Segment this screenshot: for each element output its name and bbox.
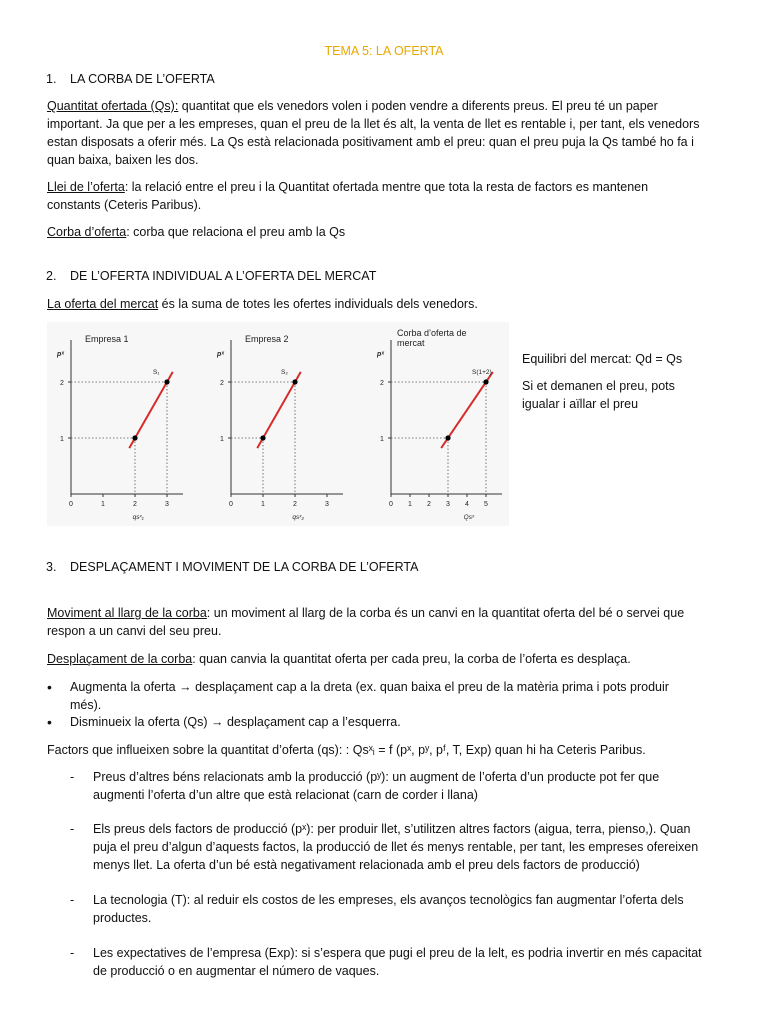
section-heading-2 (46, 269, 377, 283)
paragraph-llei-oferta (47, 178, 727, 214)
chart-title: mercat (397, 338, 425, 348)
x-tick-label: 0 (389, 501, 393, 508)
section-heading-text: DE L’OFERTA INDIVIDUAL A L’OFERTA DEL MERCAT (70, 269, 377, 283)
series-label: S₁ (153, 369, 160, 376)
x-axis-label: qsˣ₁ (132, 514, 144, 521)
text-line: : la relació entre el preu i la Quantitat ofertada mentre que tota la resta de factors es mantenen (124, 180, 649, 194)
data-point (132, 435, 137, 440)
term-quantitat-ofertada: Quantitat ofertada (Qs): (47, 99, 179, 113)
x-tick-label: 0 (229, 501, 233, 508)
text-line: menys llet. La oferta d’un bé està negativament relacionada amb el preu dels factors de producció) (93, 858, 640, 872)
term-desplacament: Desplaçament de la corba (47, 652, 193, 666)
side-note-line: igualar i aïllar el preu (522, 397, 639, 411)
text-line: quantitat que els venedors volen i poden vendre a diferents preus. El preu té un paper (178, 99, 658, 113)
section-heading-3 (46, 560, 419, 574)
x-tick-label: 0 (69, 501, 73, 508)
section-heading-text: LA CORBA DE L’OFERTA (70, 72, 215, 86)
text-line: respon a un canvi del seu preu. (47, 624, 222, 638)
y-tick-label: 2 (380, 380, 384, 387)
text-line: de producció o en augmentar el número de vaques. (93, 964, 380, 978)
term-moviment: Moviment al llarg de la corba (47, 606, 207, 620)
y-tick-label: 2 (60, 380, 64, 387)
factor-item-expectatives (93, 944, 733, 980)
y-tick-label: 1 (380, 436, 384, 443)
x-axis-label: Qsˣ (463, 514, 475, 521)
section-heading-text: DESPLAÇAMENT I MOVIMENT DE LA CORBA DE L’OFERTA (70, 560, 419, 574)
y-axis-label: pˣ (57, 351, 65, 358)
document-title: TEMA 5: LA OFERTA (324, 44, 444, 58)
term-oferta-mercat: La oferta del mercat (47, 297, 159, 311)
chart-title: Corba d’oferta de (397, 328, 467, 338)
text-line: La tecnologia (T): al reduir els costos de les empreses, els avanços tecnològics fan augmentar l’oferta dels (93, 893, 684, 907)
text-line: important. Ja que per a les empreses, quan el preu de la llet és alt, la venta de llet es rentable i, per tant, els venedors (47, 117, 700, 131)
x-tick-label: 3 (446, 501, 450, 508)
text-line: quan baixa, baixen les dos. (47, 153, 199, 167)
text-line: : un moviment al llarg de la corba és un canvi en la quantitat oferta del bé o servei que (206, 606, 685, 620)
dash-marker: - (70, 893, 75, 907)
factor-item-preus-factors (93, 820, 733, 874)
dash-marker: - (70, 770, 75, 784)
dash-marker: - (70, 946, 75, 960)
term-llei-oferta: Llei de l’oferta (47, 180, 125, 194)
factor-item-tecnologia (93, 891, 733, 927)
data-point (260, 435, 265, 440)
text-line: Les expectatives de l’empresa (Exp): si s’espera que pugi el preu de la lelt, es podria invertir en més capacitat (93, 946, 702, 960)
data-point (292, 379, 297, 384)
chart-title: Empresa 1 (85, 334, 129, 344)
x-tick-label: 4 (465, 501, 469, 508)
y-axis-label: pˣ (217, 351, 225, 358)
bullet-dot: • (47, 679, 52, 695)
paragraph-quantitat-ofertada (47, 97, 727, 169)
series-label: S₂ (281, 369, 288, 376)
text-line: estan disposats a oferir més. La Qs està relacionada positivament amb el preu: quan el preu puja la Qs també ho fa i (47, 135, 694, 149)
series-label: S(1+2) (472, 369, 492, 376)
section-number: 2. (46, 269, 57, 283)
text-line: Els preus dels factors de producció (pˣ): per produir llet, s’utilitzen altres factors (aigua, terra, pienso,). Quan (93, 822, 691, 836)
bullet-disminueix: Disminueix la oferta (Qs) → desplaçament cap a l’esquerra. (70, 715, 401, 729)
text-line: : corba que relaciona el preu amb la Qs (126, 225, 346, 239)
supply-graphs-svg (47, 322, 509, 526)
section-number: 3. (46, 560, 57, 574)
text-line: productes. (93, 911, 152, 925)
y-axis-label: pˣ (377, 351, 385, 358)
text-line: és la suma de totes les ofertes individuals dels venedors. (158, 297, 478, 311)
bullet-augmenta (70, 678, 730, 714)
text-line: : quan canvia la quantitat oferta per cada preu, la corba de l’oferta es desplaça. (192, 652, 631, 666)
paragraph-oferta-mercat (47, 295, 727, 313)
data-point (445, 435, 450, 440)
x-axis-label: qsˣ₂ (292, 514, 304, 521)
y-tick-label: 1 (220, 436, 224, 443)
text-line: constants (Ceteris Paribus). (47, 198, 202, 212)
term-corba-oferta: Corba d’oferta (47, 225, 127, 239)
paragraph-desplacament (47, 650, 727, 668)
section-number: 1. (46, 72, 57, 86)
text-line: més). (70, 698, 102, 712)
supply-graphs-figure (47, 322, 509, 526)
text-line: Preus d’altres béns relacionats amb la producció (pʸ): un augment de l’oferta d’un producte pot fer que (93, 770, 660, 784)
x-tick-label: 3 (165, 501, 169, 508)
bullet-dot: • (47, 714, 52, 730)
data-point (164, 379, 169, 384)
chart-title: Empresa 2 (245, 334, 289, 344)
x-tick-label: 1 (261, 501, 265, 508)
side-note-line: Si et demanen el preu, pots (522, 379, 675, 393)
x-tick-label: 5 (484, 501, 488, 508)
factor-item-preus-altres (93, 768, 733, 804)
section-heading-1 (46, 72, 215, 86)
text-line: puja el preu d’algun d’aquests factos, la producció de llet és menys rentable, per tant, les empreses ofereixen (93, 840, 699, 854)
x-tick-label: 2 (427, 501, 431, 508)
side-note (522, 350, 742, 413)
y-tick-label: 1 (60, 436, 64, 443)
x-tick-label: 1 (101, 501, 105, 508)
y-tick-label: 2 (220, 380, 224, 387)
x-tick-label: 1 (408, 501, 412, 508)
x-tick-label: 2 (133, 501, 137, 508)
side-note-line: Equilibri del mercat: Qd = Qs (522, 352, 683, 366)
paragraph-corba-oferta (47, 223, 727, 241)
text-line: Augmenta la oferta → desplaçament cap a la dreta (ex. quan baixa el preu de la matèria prima i pots produir (70, 680, 669, 694)
x-tick-label: 2 (293, 501, 297, 508)
text-line: augmenti l’oferta d’un altre que està relacionat (carn de corder i llana) (93, 788, 478, 802)
paragraph-moviment (47, 604, 727, 640)
paragraph-factors: Factors que influeixen sobre la quantitat d’oferta (qs): : Qsˣᵢ = f (pˣ, pʸ, pᶠ, T, Exp) quan hi ha Ceteris Paribus. (47, 743, 646, 757)
data-point (483, 379, 488, 384)
x-tick-label: 3 (325, 501, 329, 508)
dash-marker: - (70, 822, 75, 836)
